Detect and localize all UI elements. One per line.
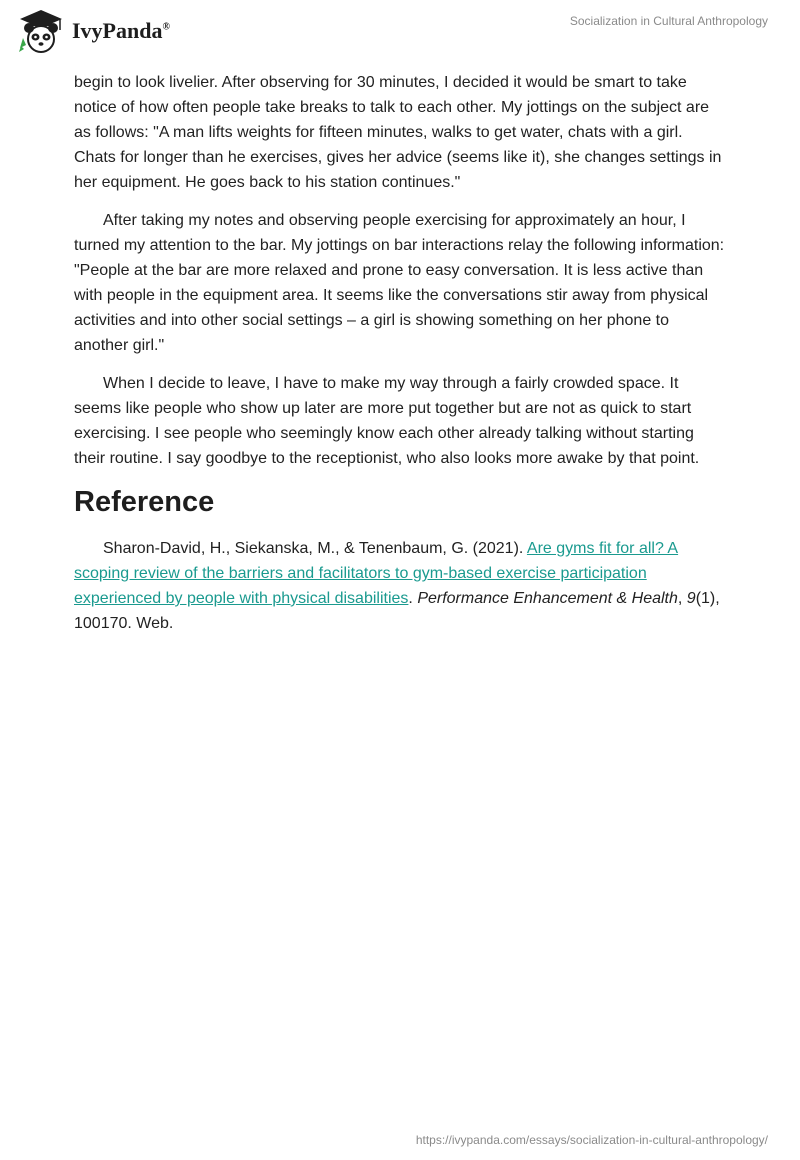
panda-mortarboard-icon [16, 8, 66, 54]
page-header [0, 0, 800, 70]
essay-content [74, 70, 726, 649]
reference-entry [74, 536, 726, 636]
reference-authors: Sharon-David, H., Siekanska, M., & Tenenbaum, G. (2021). [103, 540, 527, 557]
reference-punct: . [408, 590, 418, 607]
brand-name [72, 18, 170, 44]
document-title: Socialization in Cultural Anthropology [569, 14, 768, 28]
body-paragraph-3: When I decide to leave, I have to make my way through a fairly crowded space. It seems like people who show up later are more put together but are not as quick to start exercising. I see people who seemingly know each other already talking without starting their routine. I say goodbye to the receptionist, who also looks more awake by that point. [74, 375, 700, 467]
body-paragraph-2: After taking my notes and observing people exercising for approximately an hour, I turned my attention to the bar. My jottings on bar interactions relay the following information: "People at the bar are more relaxed and prone to easy conversation. It is less active than with people in the equipment area. It seems like the conversations stir away from physical activities and into other social settings – a girl is showing something on her phone to another girl." [74, 212, 725, 354]
reference-issue-pages: (1), 100170. Web. [74, 590, 720, 632]
brand-text: IvyPanda [72, 18, 163, 43]
reference-comma: , [677, 590, 687, 607]
reference-title-link[interactable]: Are gyms fit for all? A scoping review of the barriers and facilitators to gym-based exercise participation experienced by people with physical disabilities [74, 540, 679, 607]
page-url[interactable]: https://ivypanda.com/essays/socialization-in-cultural-anthropology/ [415, 1133, 768, 1147]
body-paragraph-1: begin to look livelier. After observing for 30 minutes, I decided it would be smart to take notice of how often people take breaks to talk to each other. My jottings on the subject are as follows: "A man lifts weights for fifteen minutes, walks to get water, chats with a girl. Chats for longer than he exercises, gives her advice (seems like it), she changes settings in her equipment. He goes back to his station continues." [74, 74, 722, 191]
reference-volume: 9 [686, 590, 696, 607]
ivypanda-logo[interactable] [16, 8, 170, 54]
reference-heading: Reference [74, 486, 215, 518]
registered-mark: ® [162, 21, 170, 33]
reference-journal: Performance Enhancement & Health [417, 590, 678, 607]
